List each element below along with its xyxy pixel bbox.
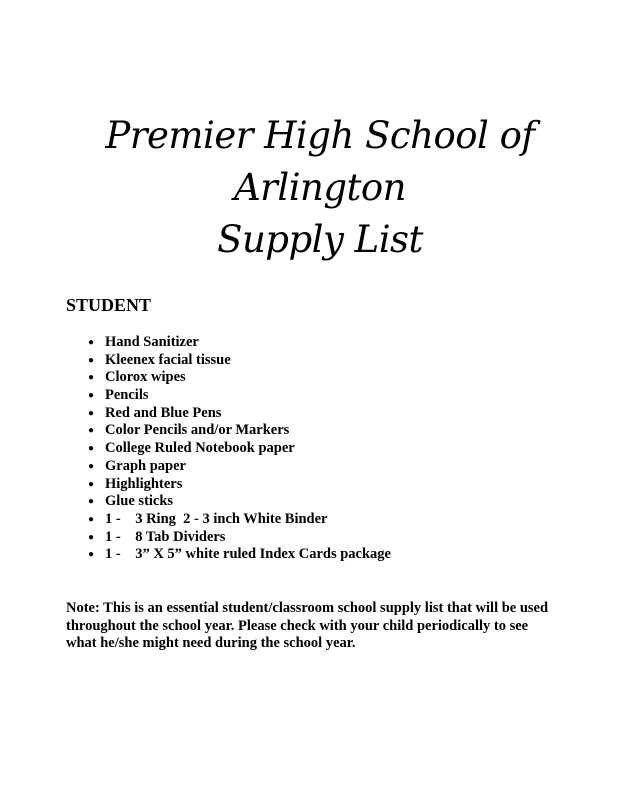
list-item-text: 1 - 3” X 5” white ruled Index Cards package <box>105 546 391 563</box>
list-item-text: Graph paper <box>105 457 186 474</box>
bullet-icon: ● <box>88 390 95 402</box>
list-item-text: Red and Blue Pens <box>105 404 222 421</box>
bullet-icon: ● <box>88 531 95 543</box>
list-item <box>88 440 391 458</box>
list-item <box>88 334 391 352</box>
list-item-text: Highlighters <box>105 475 183 492</box>
note-line-3: what he/she might need during the school year. <box>66 635 356 652</box>
list-item-text: 1 - 3 Ring 2 - 3 inch White Binder <box>105 510 328 527</box>
list-item <box>88 511 391 529</box>
bullet-icon: ● <box>88 443 95 455</box>
list-item-text: Color Pencils and/or Markers <box>105 422 290 439</box>
supply-list <box>88 334 391 564</box>
bullet-icon: ● <box>88 354 95 366</box>
note-paragraph <box>66 600 586 653</box>
list-item <box>88 387 391 405</box>
bullet-icon: ● <box>88 460 95 472</box>
list-item-text: Kleenex facial tissue <box>105 351 231 368</box>
list-item <box>88 546 391 564</box>
title-line-3: Supply List <box>217 218 423 261</box>
list-item <box>88 529 391 547</box>
bullet-icon: ● <box>88 496 95 508</box>
list-item-text: Clorox wipes <box>105 369 186 386</box>
list-item <box>88 405 391 423</box>
list-item <box>88 369 391 387</box>
list-item-text: College Ruled Notebook paper <box>105 440 295 457</box>
list-item <box>88 422 391 440</box>
bullet-icon: ● <box>88 549 95 561</box>
note-line-1: Note: This is an essential student/classroom school supply list that will be used <box>66 600 549 616</box>
document-title <box>0 110 640 266</box>
bullet-icon: ● <box>88 425 95 437</box>
bullet-icon: ● <box>88 372 95 384</box>
note-line-2: throughout the school year. Please check with your child periodically to see <box>66 617 529 634</box>
list-item-text: Pencils <box>105 387 149 404</box>
title-line-2: Arlington <box>233 166 407 209</box>
bullet-icon: ● <box>88 407 95 419</box>
list-item <box>88 493 391 511</box>
bullet-icon: ● <box>88 337 95 348</box>
list-item <box>88 352 391 370</box>
list-item <box>88 458 391 476</box>
list-item-text: 1 - 8 Tab Dividers <box>105 528 226 545</box>
section-heading-student: STUDENT <box>66 295 152 315</box>
title-line-1: Premier High School of <box>105 114 535 157</box>
bullet-icon: ● <box>88 513 95 525</box>
list-item <box>88 476 391 494</box>
list-item-text: Glue sticks <box>105 493 174 510</box>
bullet-icon: ● <box>88 478 95 490</box>
list-item-text: Hand Sanitizer <box>105 334 199 350</box>
